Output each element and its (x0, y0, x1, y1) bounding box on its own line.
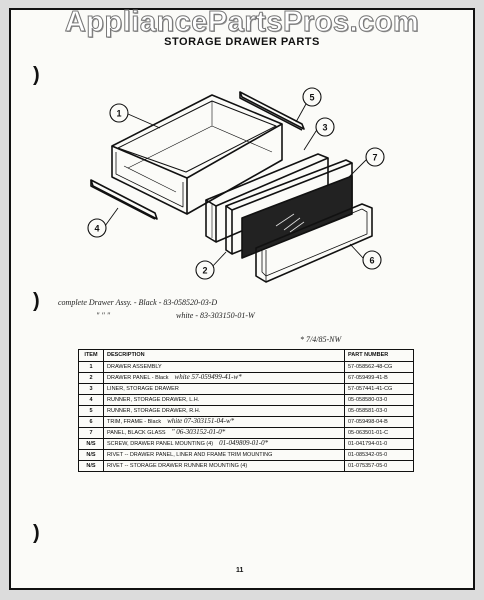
description-cell: DRAWER PANEL - Black white 57-059499-41-w* (104, 373, 345, 384)
callout-5: 5 (309, 92, 315, 103)
callout-6: 6 (369, 255, 375, 266)
callout-7: 7 (372, 152, 378, 163)
item-cell: 5 (79, 406, 104, 417)
page-number: 11 (236, 567, 244, 574)
handwritten-note: white 57-059499-41-w* (174, 373, 242, 381)
description-cell: PANEL, BLACK GLASS " 06-303152-01-0* (104, 428, 345, 439)
callout-2: 2 (202, 265, 208, 276)
column-header-item: ITEM (79, 350, 104, 362)
part-number-cell: 57-057441-41-CG (345, 384, 414, 395)
callout-3: 3 (322, 122, 328, 133)
description-cell: DRAWER ASSEMBLY (104, 362, 345, 373)
part-number-cell: 05-058581-03-0 (345, 406, 414, 417)
handwritten-note: " 06-303152-01-0* (171, 428, 226, 436)
table-row (79, 373, 414, 384)
callout-4: 4 (94, 223, 100, 234)
description-cell: RIVET -- DRAWER PANEL, LINER AND FRAME TRIM MOUNTING (104, 450, 345, 461)
part-number-cell: 05-063501-01-C (345, 428, 414, 439)
item-cell: 7 (79, 428, 104, 439)
watermark: AppliancePartsPros.com (64, 6, 420, 38)
table-row (79, 450, 414, 461)
description-cell: TRIM, FRAME - Black white 07-303151-04-w* (104, 417, 345, 428)
handwritten-reference: * 7/4/85-NW (300, 335, 342, 344)
handwritten-ditto-marks: " " " (96, 311, 111, 320)
handwritten-note: 01-049809-01-0* (219, 439, 269, 447)
table-row (79, 417, 414, 428)
binder-hole-mark: ) (33, 64, 40, 86)
item-cell: N/S (79, 450, 104, 461)
table-row (79, 428, 414, 439)
table-row (79, 384, 414, 395)
page-title: STORAGE DRAWER PARTS (164, 36, 320, 48)
item-cell: 6 (79, 417, 104, 428)
column-header-description: DESCRIPTION (104, 350, 345, 362)
part-number-cell: 57-058562-48-CG (345, 362, 414, 373)
callout-1: 1 (116, 108, 122, 119)
table-row (79, 362, 414, 373)
part-number-cell: 01-085342-05-0 (345, 450, 414, 461)
handwritten-note-white: white - 83-303150-01-W (176, 311, 255, 320)
table-row (79, 395, 414, 406)
drawer-assembly-drawing (112, 95, 282, 214)
binder-hole-mark: ) (33, 522, 40, 544)
description-cell: LINER, STORAGE DRAWER (104, 384, 345, 395)
handwritten-note: white 07-303151-04-w* (167, 417, 235, 425)
description-cell: RUNNER, STORAGE DRAWER, R.H. (104, 406, 345, 417)
handwritten-note-black: complete Drawer Assy. - Black - 83-058520-03-D (58, 298, 218, 307)
description-cell: SCREW, DRAWER PANEL MOUNTING (4) 01-049809-01-0* (104, 439, 345, 450)
binder-hole-mark: ) (33, 290, 40, 312)
item-cell: N/S (79, 461, 104, 472)
item-cell: 2 (79, 373, 104, 384)
description-cell: RIVET -- STORAGE DRAWER RUNNER MOUNTING (4) (104, 461, 345, 472)
item-cell: 4 (79, 395, 104, 406)
table-row (79, 461, 414, 472)
item-cell: 3 (79, 384, 104, 395)
item-cell: N/S (79, 439, 104, 450)
table-header-row (79, 350, 414, 362)
description-cell: RUNNER, STORAGE DRAWER, L.H. (104, 395, 345, 406)
runner-lh-drawing (91, 180, 157, 219)
part-number-cell: 01-075357-05-0 (345, 461, 414, 472)
part-number-cell: 01-041794-01-0 (345, 439, 414, 450)
part-number-cell: 07-059498-04-B (345, 417, 414, 428)
part-number-cell: 67-059499-41-B (345, 373, 414, 384)
table-row (79, 439, 414, 450)
item-cell: 1 (79, 362, 104, 373)
table-row (79, 406, 414, 417)
parts-table (78, 349, 414, 472)
part-number-cell: 05-058580-03-0 (345, 395, 414, 406)
column-header-part-number: PART NUMBER (345, 350, 414, 362)
